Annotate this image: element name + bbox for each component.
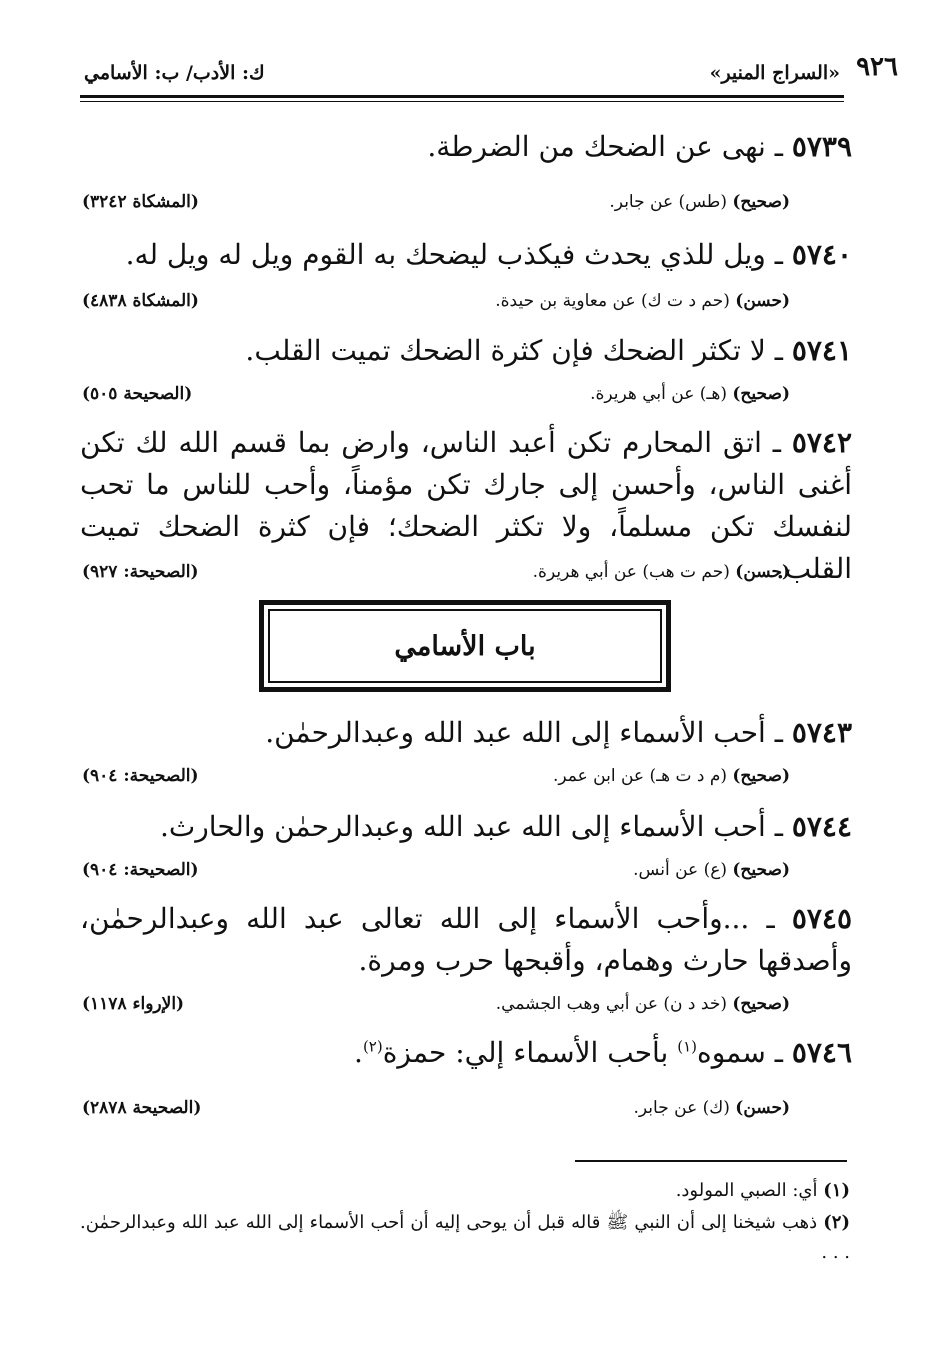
- hadith-body: .: [354, 1036, 363, 1069]
- hadith-narrator: (م د ت هـ) عن ابن عمر.: [553, 766, 727, 786]
- footnote-mark: (٢): [823, 1212, 850, 1233]
- hadith-source: [496, 994, 790, 1014]
- footnote-text: ذهب شيخنا إلى أن النبي ﷺ قاله قبل أن يوحى إليه أن أحب الأسماء إلى الله عبد الله وعبدالرحمٰن. . . .: [80, 1212, 850, 1263]
- hadith-number: ٥٧٤٥: [791, 902, 852, 935]
- hadith-body: اتق المحارم تكن أعبد الناس، وارض بما قسم الله لك تكن أغنى الناس، وأحسن إلى جارك تكن مؤمناً، وأحب للناس ما تحب لنفسك تكن مسلماً، ولا تكثر الضحك؛ فإن كثرة الضحك تميت القلب.: [80, 426, 852, 585]
- hadith-reference: (الصحيحة: ٩٢٧): [82, 562, 199, 582]
- hadith-body: أحب الأسماء إلى الله عبد الله وعبدالرحمٰن والحارث.: [160, 810, 766, 843]
- hadith-source: [533, 562, 790, 582]
- hadith-text: ٥٧٤٢ ـ اتق المحارم تكن أعبد الناس، وارض بما قسم الله لك تكن أغنى الناس، وأحسن إلى جارك تكن مؤمناً، وأحب للناس ما تحب لنفسك تكن مسلماً، ولا تكثر الضحك؛ فإن كثرة الضحك تميت القلب.: [80, 426, 852, 585]
- hadith-narrator: (ك) عن جابر.: [633, 1098, 730, 1118]
- hadith-body: نهى عن الضحك من الضرطة.: [427, 130, 766, 163]
- hadith-number: ٥٧٤٢: [791, 426, 852, 459]
- hadith-number: ٥٧٤٤: [791, 810, 852, 843]
- hadith-source: [553, 766, 790, 786]
- footnote-ref-2[interactable]: (٢): [362, 1037, 383, 1056]
- hadith-source: [634, 1098, 790, 1118]
- hadith-number: ٥٧٣٩: [791, 130, 852, 163]
- footnote-mark: (١): [823, 1180, 850, 1201]
- hadith-text: ٥٧٤٤ ـ أحب الأسماء إلى الله عبد الله وعبدالرحمٰن والحارث.: [160, 810, 852, 843]
- hadith-body: سموه: [697, 1036, 766, 1069]
- hadith-text: ٥٧٤٣ ـ أحب الأسماء إلى الله عبد الله وعبدالرحمٰن.: [265, 716, 852, 749]
- hadith-source: [633, 860, 790, 880]
- header-rule-thin: [80, 101, 844, 102]
- hadith-grade: (صحيح): [732, 994, 790, 1014]
- section-title: ك: الأدب/ ب: الأسامي: [84, 62, 265, 84]
- footnote-separator: [575, 1160, 847, 1162]
- hadith-narrator: (حم ت هب) عن أبي هريرة.: [532, 562, 730, 582]
- hadith-number: ٥٧٤٠: [791, 238, 852, 271]
- hadith-text: ٥٧٣٩ ـ نهى عن الضحك من الضرطة.: [427, 130, 852, 163]
- hadith-text: ٥٧٤٦ ـ سموه$^{(١)}$ بأحب الأسماء إلي: حمزة$^{(٢)}$.: [354, 1036, 852, 1069]
- hadith-reference: (الصحيحة: ٩٠٤): [82, 860, 199, 880]
- hadith-body: ...وأحب الأسماء إلى الله تعالى عبد الله وعبدالرحمٰن، وأصدقها حارث وهمام، وأقبحها حرب ومرة.: [80, 902, 852, 977]
- hadith-number: ٥٧٤٦: [791, 1036, 852, 1069]
- hadith-body: أحب الأسماء إلى الله عبد الله وعبدالرحمٰن.: [265, 716, 766, 749]
- footnote-text: أي: الصبي المولود.: [675, 1180, 818, 1201]
- hadith-narrator: (خد د ن) عن أبي وهب الجشمي.: [495, 994, 727, 1014]
- hadith-reference: (المشكاة ٤٨٣٨): [82, 291, 199, 311]
- hadith-grade: (حسن): [735, 562, 790, 582]
- page-number: ٩٢٦: [856, 52, 898, 82]
- chapter-heading-box: [259, 600, 671, 692]
- hadith-grade: (صحيح): [732, 860, 790, 880]
- chapter-heading-frame: [268, 609, 662, 683]
- hadith-text: ٥٧٤١ ـ لا تكثر الضحك فإن كثرة الضحك تميت القلب.: [245, 334, 852, 367]
- hadith-grade: (حسن): [735, 291, 790, 311]
- header-rule-thick: [80, 95, 844, 98]
- hadith-body: ويل للذي يحدث فيكذب ليضحك به القوم ويل له ويل له.: [125, 238, 766, 271]
- footnote: [80, 1208, 850, 1268]
- hadith-narrator: (ع) عن أنس.: [633, 860, 727, 880]
- footnote-ref-1[interactable]: (١): [677, 1037, 698, 1056]
- hadith-narrator: (هـ) عن أبي هريرة.: [590, 384, 727, 404]
- hadith-reference: (الإرواء ١١٧٨): [82, 994, 185, 1014]
- hadith-reference: (الصحيحة ٢٨٧٨): [82, 1098, 202, 1118]
- hadith-text: ٥٧٤٥ ـ ...وأحب الأسماء إلى الله تعالى عبد الله وعبدالرحمٰن، وأصدقها حارث وهمام، وأقبحها حرب ومرة.: [80, 902, 852, 977]
- hadith-grade: (صحيح): [732, 384, 790, 404]
- hadith-body: لا تكثر الضحك فإن كثرة الضحك تميت القلب.: [245, 334, 766, 367]
- hadith-reference: (المشكاة ٣٢٤٢): [82, 192, 199, 212]
- hadith-number: ٥٧٤١: [791, 334, 852, 367]
- hadith-source: [495, 291, 790, 311]
- hadith-reference: (الصحيحة ٥٠٥): [82, 384, 193, 404]
- hadith-narrator: (طس) عن جابر.: [609, 192, 727, 212]
- hadith-reference: (الصحيحة: ٩٠٤): [82, 766, 199, 786]
- hadith-body: بأحب الأسماء إلي: حمزة: [382, 1036, 678, 1069]
- hadith-grade: (حسن): [735, 1098, 790, 1118]
- hadith-number: ٥٧٤٣: [791, 716, 852, 749]
- hadith-narrator: (حم د ت ك) عن معاوية بن حيدة.: [495, 291, 730, 311]
- hadith-grade: (صحيح): [732, 192, 790, 212]
- footnote: [80, 1176, 850, 1206]
- hadith-source: [609, 192, 790, 212]
- hadith-text: ٥٧٤٠ ـ ويل للذي يحدث فيكذب ليضحك به القوم ويل له ويل له.: [125, 238, 852, 271]
- hadith-source: [590, 384, 790, 404]
- hadith-grade: (صحيح): [732, 766, 790, 786]
- chapter-title: باب الأسامي: [394, 630, 536, 662]
- book-title: «السراج المنير»: [709, 62, 840, 84]
